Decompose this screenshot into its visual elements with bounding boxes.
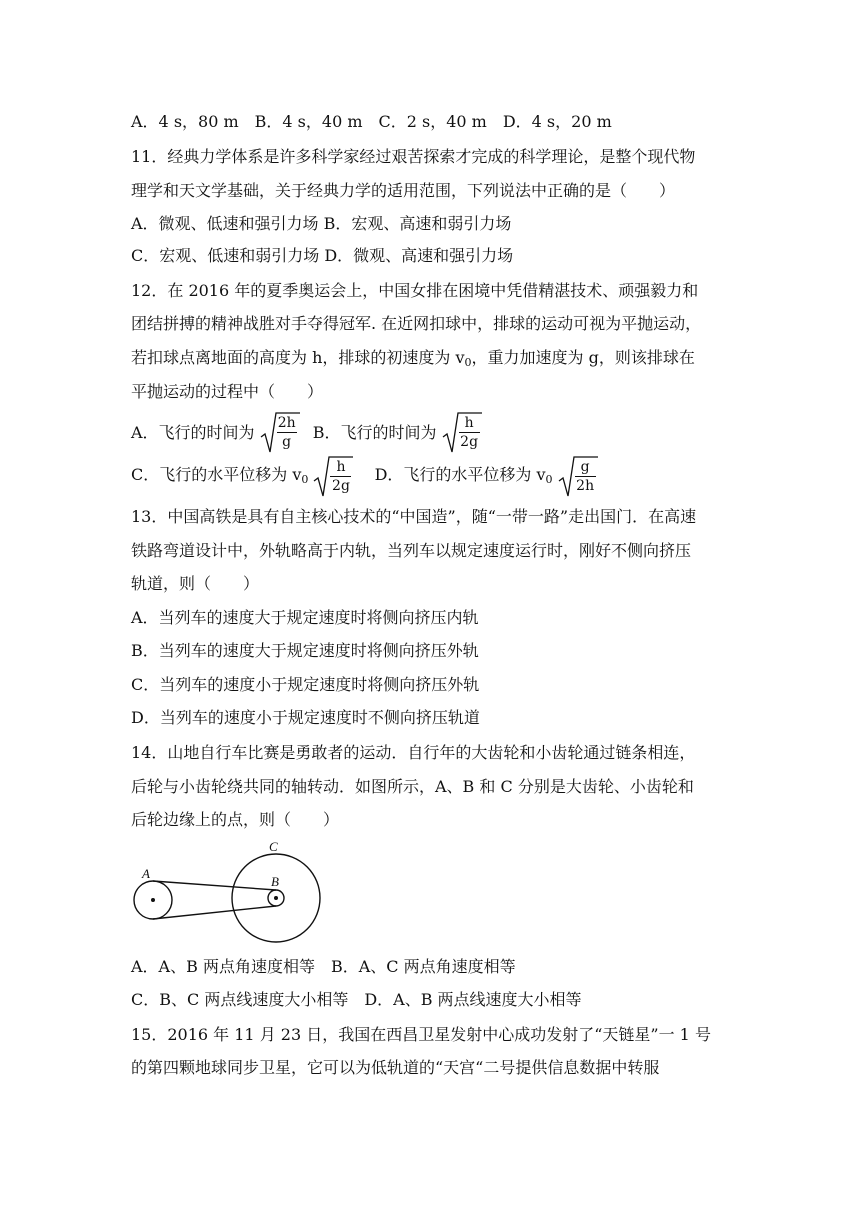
q12-option-a-sqrt: 2h g — [260, 411, 300, 455]
q13-option-b: B．当列车的速度大于规定速度时将侧向挤压外轨 — [131, 641, 479, 660]
q13-option-d: D．当列车的速度小于规定速度时不侧向挤压轨道 — [131, 708, 480, 727]
chain-bottom — [153, 906, 276, 919]
q12-option-a-text: A．飞行的时间为 — [131, 423, 255, 442]
q10-options: A．4 s，80 m B．4 s，40 m C．2 s，40 m D．4 s，20 m — [131, 112, 612, 131]
sprocket-b-center — [274, 896, 278, 900]
q13-stem-line3: 轨道，则（ ） — [131, 574, 260, 593]
q13-stem-line1: 13．中国高铁是具有自主核心技术的“中国造”，随“一带一路”走出国门．在高速 — [131, 507, 697, 526]
gear-diagram — [131, 838, 321, 950]
sprocket-a-center — [151, 898, 155, 902]
q12-option-d-sqrt: g 2h — [558, 455, 598, 499]
q14-stem-line3: 后轮边缘上的点，则（ ） — [131, 810, 340, 829]
chain-top — [153, 881, 276, 890]
q12-stem-line4: 平抛运动的过程中（ ） — [131, 382, 324, 401]
label-a: A — [142, 866, 150, 881]
q13-option-a: A．当列车的速度大于规定速度时将侧向挤压内轨 — [131, 608, 479, 627]
q14-stem-line2: 后轮与小齿轮绕共同的轴转动．如图所示，A、B 和 C 分别是大齿轮、小齿轮和 — [131, 777, 694, 796]
q15-stem-line2: 的第四颗地球同步卫星，它可以为低轨道的“天宫“二号提供信息数据中转服 — [131, 1058, 660, 1077]
gear-diagram-svg — [131, 838, 321, 950]
q15-stem-line1: 15．2016 年 11 月 23 日，我国在西昌卫星发射中心成功发射了“天链星”一 1 号 — [131, 1025, 711, 1044]
q12-option-b-sqrt: h 2g — [442, 411, 482, 455]
q14-options-ab: A．A、B 两点角速度相等 B．A、C 两点角速度相等 — [131, 957, 516, 976]
q11-stem-line1: 11．经典力学体系是许多科学家经过艰苦探索才完成的科学理论，是整个现代物 — [131, 147, 696, 166]
q12-options-cd — [131, 455, 598, 499]
q12-stem-line1: 12．在 2016 年的夏季奥运会上，中国女排在困境中凭借精湛技术、顽强毅力和 — [131, 281, 699, 300]
q12-option-b-text: B．飞行的时间为 — [312, 423, 437, 442]
q11-stem-line2: 理学和天文学基础，关于经典力学的适用范围，下列说法中正确的是（ ） — [131, 181, 676, 200]
q12-option-c-sqrt: h 2g — [313, 455, 353, 499]
q11-options-cd: C．宏观、低速和弱引力场 D．微观、高速和强引力场 — [131, 246, 514, 265]
q14-stem-line1: 14．山地自行车比赛是勇敢者的运动．自行年的大齿轮和小齿轮通过链条相连， — [131, 743, 696, 762]
label-c: C — [269, 839, 278, 854]
q13-stem-line2: 铁路弯道设计中，外轨略高于内轨，当列车以规定速度运行时，刚好不侧向挤压 — [131, 541, 692, 560]
q12-stem-line3: 若扣球点离地面的高度为 h，排球的初速度为 $v_0$，重力加速度为 g，则该排球在 — [131, 348, 695, 369]
label-b: B — [271, 874, 279, 889]
q12-stem-line2: 团结拼搏的精神战胜对手夺得冠军. 在近网扣球中，排球的运动可视为平抛运动， — [131, 314, 702, 333]
q14-options-cd: C．B、C 两点线速度大小相等 D．A、B 两点线速度大小相等 — [131, 990, 582, 1009]
q13-option-c: C．当列车的速度小于规定速度时将侧向挤压外轨 — [131, 675, 480, 694]
q12-option-d-text: D．飞行的水平位移为 $v_0$ — [374, 464, 553, 486]
q11-options-ab: A．微观、低速和强引力场 B．宏观、高速和弱引力场 — [131, 214, 512, 233]
q12-option-c-text: C．飞行的水平位移为 $v_0$ — [131, 464, 309, 486]
q12-options-ab — [131, 411, 482, 455]
